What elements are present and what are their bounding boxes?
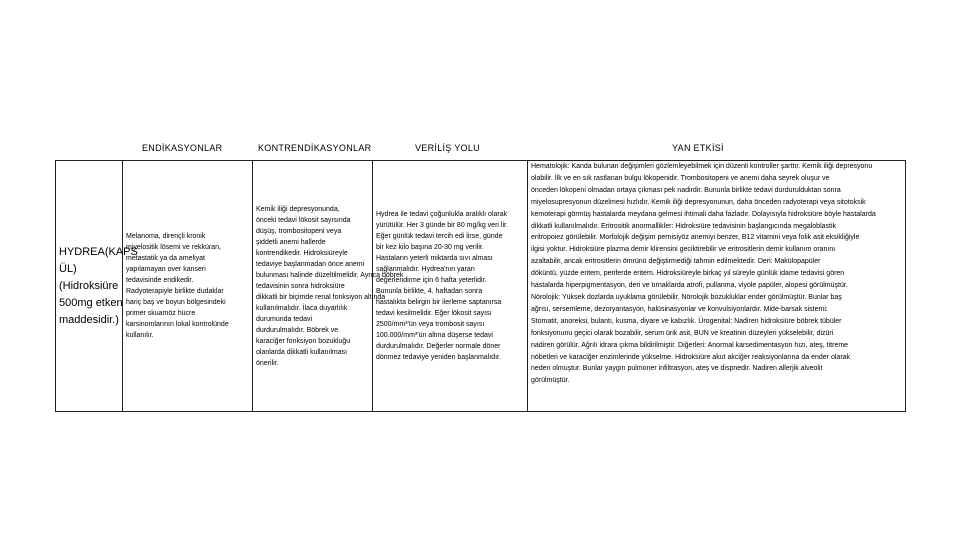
side-effects-line: dikkatli kullanılmalıdır. Eritrositik anormallikler: Hidroksiüre tedavisinin başlangıcında megaloblastik xyxy=(531,222,837,230)
contraindications-line: durumunda tedavi xyxy=(256,315,313,323)
administration-line: bir kez kilo başına 20-30 mg verilir. xyxy=(376,244,484,251)
administration-line: Hydrea ile tedavi çoğunlukla aralıklı olarak xyxy=(376,211,508,218)
contraindications-line: karaciğer fonksiyon bozukluğu xyxy=(256,337,351,345)
side-effects-line: neden olmuştur. Bunlar yaygın pulmoner infiltrasyon, ateş ve dispnedir. Nadiren allerjik alveolit xyxy=(531,365,823,373)
administration-cell xyxy=(373,161,528,412)
side-effects-line: görülmüştür. xyxy=(531,377,570,385)
header-indications: ENDİKASYONLAR xyxy=(142,143,223,153)
contraindications-line: kullanılmalıdır. İlaca duyarlılık xyxy=(256,304,348,312)
drug-name-line: maddesidir.) xyxy=(59,313,119,326)
indications-line: yapılamayan over kanseri xyxy=(126,266,206,273)
contraindications-line: düşüş, trombositopeni veya xyxy=(256,227,342,235)
side-effects-line: olabilir. İlk ve en sık rastlanan bulgu lökopenidir. Trombositopeni ve anemi daha seyrek oluşur ve xyxy=(531,174,830,182)
indications-line: tedavisinde endikedir. xyxy=(126,277,194,284)
administration-line: Bununla birlikte, 4. haftadan sonra xyxy=(376,288,483,295)
indications-line: hariç baş ve boyun bölgesindeki xyxy=(126,299,226,306)
administration-line: yürütülür. Her 3 günde bir 80 mg/kg veri lir. xyxy=(376,222,508,229)
administration-line: sağlanmalıdır. Hydrea'nın yararı xyxy=(376,266,475,273)
side-effects-line: ağrısı, sersemleme, dezoryantasyon, halüsinasyonlar ve konvulsiyonlardır. Mide-barsak sistemi: xyxy=(531,305,828,313)
indications-line: Melanoma, dirençli kronik xyxy=(126,233,206,240)
contraindications-cell xyxy=(253,161,404,412)
side-effects-line: Hematolojik: Kanda bulunan değişimleri gözlemleyebilmek için düzenli kontroller şarttır. Kemik iliği depresyonu xyxy=(531,163,873,170)
contraindications-line: tedavisinin sonra hidroksiüre xyxy=(256,282,345,290)
administration-line: dönmez tedaviye yeniden başlanmalıdır. xyxy=(376,354,501,361)
administration-line: Hastaların yeterli miktarda sıvı alması xyxy=(376,255,493,262)
drug-name-line: HYDREA(KAPS xyxy=(59,245,138,258)
contraindications-line: bulunması halinde düzeltilmelidir. Ayrıca böbrek xyxy=(256,271,404,279)
contraindications-line: durdurulmalıdır. Böbrek ve xyxy=(256,326,339,334)
side-effects-line: fonksiyonunu geçici olarak bozabilir, serum ürik asit, BUN ve kreatinin düzeyleri yükselebilir, dizüri xyxy=(531,329,834,337)
administration-line: tedavi kesilmelidir. Eğer lökosit sayısı xyxy=(376,310,492,317)
header-contraindications: KONTRENDİKASYONLAR xyxy=(258,143,372,153)
table-row xyxy=(56,161,906,412)
contraindications-line: önerilir. xyxy=(256,359,279,367)
indications-line: Radyoterapiyle birlikte dudaklar xyxy=(126,288,224,295)
contraindications-line: önceki tedavi lökosit sayısında xyxy=(256,216,351,224)
contraindications-line: dikkatli bir biçimde renal fonksiyon altında xyxy=(256,293,386,301)
header-side-effects: YAN ETKİSİ xyxy=(672,143,724,153)
indications-line: miyelositik lösemi ve rekküran, xyxy=(126,244,221,251)
administration-line: hastalıkta belirgin bir ilerleme saptanırsa xyxy=(376,299,502,306)
side-effects-line: azaltabilir, ancak eritrositlerin ömrünü değiştirmediği tahmin edilmektedir. Deri: Makülopapüler xyxy=(531,258,821,266)
drug-name-line: ÜL) xyxy=(59,262,77,275)
side-effects-line: Nörolojik: Yüksek dozlarda uyuklama görülebilir. Nörolojik bozukluklar ender görülmüştür. Bunlar baş xyxy=(531,293,842,301)
indications-line: karsinomlarının lokal kontrolünde xyxy=(126,321,229,328)
indications-cell xyxy=(123,161,253,412)
indications-line: kullanılır. xyxy=(126,332,154,339)
indications-line: metastatik ya da ameliyat xyxy=(126,255,205,262)
side-effects-line: kemoterapi görmüş hastalarda meydana gelmesi ihtimali daha fazladır. Dolayısıyla hidroksiüre böyle hastalarda xyxy=(531,210,876,218)
side-effects-line: Stomatit, anoreksi, bulantı, kusma, diyare ve kabızlık. Ürogenital: Nadiren hidroksiüre böbrek tübüler xyxy=(531,317,842,325)
administration-line: değerlendirme için 6 hafta yeterlidir. xyxy=(376,277,487,284)
side-effects-line: ilgisi yoktur. Hidroksiüre plazma demir klirensini geciktirebilir ve eritrositlerin demir kullanım oranını xyxy=(531,246,836,254)
header-administration: VERİLİŞ YOLU xyxy=(415,143,480,153)
administration-line: 100.000/mm³'ün altına düşerse tedavi xyxy=(376,332,493,339)
contraindications-line: tedaviye başlanmadan önce anemi xyxy=(256,260,365,268)
side-effects-line: önceden lökopeni olmadan ortaya çıkması pek nadirdir. Bununla birlikte tedavi durdurulduktan sonra xyxy=(531,186,841,194)
drug-name-cell xyxy=(56,161,138,412)
contraindications-line: Kemik iliği depresyonunda, xyxy=(256,205,340,213)
contraindications-line: kontrendikedir. Hidroksiüreyle xyxy=(256,249,348,257)
administration-line: 2500/mm³'ün veya trombosit sayısı xyxy=(376,321,485,328)
side-effects-line: hastalarda hiperpigmentasyon, deri ve tırnaklarda atrofi, pullanma, viyole papüler, alopesi görülmüştür. xyxy=(531,282,848,290)
indications-line: primer skuamöz hücre xyxy=(126,310,196,317)
contraindications-line: şiddetli anemi hallerde xyxy=(256,238,326,246)
drug-name-line: (Hidroksiüre xyxy=(59,279,119,292)
drug-name-line: 500mg etken xyxy=(59,296,123,309)
side-effects-line: nadiren görülür. Ağrılı idrara çıkma bildirilmiştir. Diğerleri: Anormal karsedimentasyon hızı, ateş, titreme xyxy=(531,341,849,349)
side-effects-line: nöbetleri ve karaciğer enzimlerinde yükselme. Hidroksiüre akut akciğer reaksiyonlarına da ender olarak xyxy=(531,353,851,361)
side-effects-line: miyelosupresyonun düzelmesi hızlıdır. Kemik iliği depresyonunun, daha önceden radyoterapi veya sitotoksik xyxy=(531,198,866,206)
side-effects-line: döküntü, yüzde eritem, periferde eritem. Hidroksiüreyle birkaç yıl süreyle günlük idame tedavisi gören xyxy=(531,270,845,278)
administration-line: Eğer günlük tedavi tercih edi lirse, günde xyxy=(376,233,503,240)
drug-info-table xyxy=(55,160,906,412)
side-effects-line: eritropoiez görülebilir. Morfolojik değişim pernisiyöz anemiyi benzer, B12 vitamini veya folik asit eksikliğiyle xyxy=(531,234,860,242)
contraindications-line: olanlarda dikkatli kullanılması xyxy=(256,348,348,356)
side-effects-cell xyxy=(528,161,906,412)
administration-line: durdurulmalıdır. Değerler normale döner xyxy=(376,343,501,350)
